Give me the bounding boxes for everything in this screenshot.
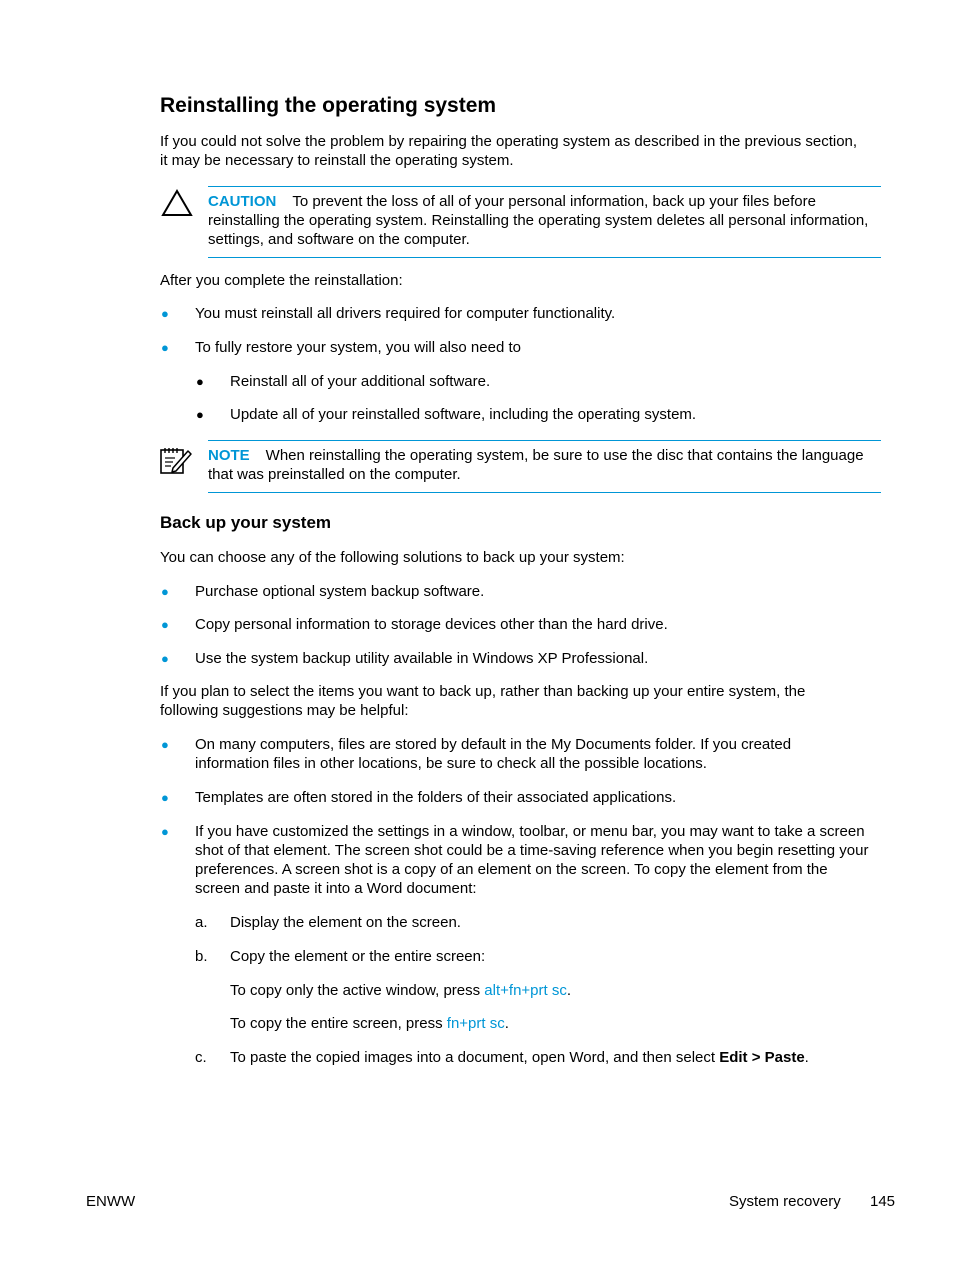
bullet-icon: ● bbox=[161, 306, 169, 321]
bullet-icon: ● bbox=[196, 374, 204, 389]
section-heading: Back up your system bbox=[160, 513, 332, 532]
punctuation: . bbox=[504, 1015, 509, 1032]
bullet-icon: ● bbox=[161, 651, 169, 666]
list-item: If you have customized the settings in a window, toolbar, or menu bar, you may want to take a screen shot of that element. The screen shot could be a time-saving reference when you begin resetting your preferences. A screen shot is a copy of an element on the screen. To copy the element from the screen and paste it into a Word document: bbox=[195, 823, 869, 897]
bullet-icon: ● bbox=[161, 737, 169, 752]
step-detail-text: To copy the entire screen, press bbox=[230, 1015, 447, 1032]
step-marker: a. bbox=[195, 914, 208, 931]
note-label: NOTE bbox=[208, 447, 250, 464]
key-combo: alt+fn+prt sc bbox=[484, 982, 567, 999]
footer-left: ENWW bbox=[86, 1193, 136, 1210]
caution-bottom-rule bbox=[208, 257, 881, 258]
caution-top-rule bbox=[208, 186, 881, 187]
list-item: To fully restore your system, you will also need to bbox=[195, 339, 521, 356]
punctuation: . bbox=[804, 1049, 809, 1066]
intro-paragraph: If you could not solve the problem by repairing the operating system as described in the previous section, it may be necessary to reinstall the operating system. bbox=[160, 133, 858, 169]
list-item: Copy personal information to storage devices other than the hard drive. bbox=[195, 616, 668, 633]
note-text-block bbox=[208, 446, 873, 484]
step-detail-text: To paste the copied images into a document, open Word, and then select bbox=[230, 1049, 720, 1066]
step-detail-text: To copy only the active window, press bbox=[230, 982, 485, 999]
step-text: Display the element on the screen. bbox=[230, 914, 461, 931]
page-title: Reinstalling the operating system bbox=[160, 94, 497, 117]
backup-intro: You can choose any of the following solutions to back up your system: bbox=[160, 549, 625, 566]
step-marker: b. bbox=[195, 948, 208, 965]
bullet-icon: ● bbox=[161, 584, 169, 599]
note-bottom-rule bbox=[208, 492, 881, 493]
step-detail bbox=[230, 981, 571, 1000]
list-item: You must reinstall all drivers required for computer functionality. bbox=[195, 305, 616, 322]
select-intro: If you plan to select the items you want to back up, rather than backing up your entire system, the following suggestions may be helpful: bbox=[160, 683, 806, 719]
list-item: Purchase optional system backup software. bbox=[195, 583, 485, 600]
note-text: When reinstalling the operating system, be sure to use the disc that contains the language that was preinstalled on the computer. bbox=[208, 447, 864, 483]
after-reinstall-text: After you complete the reinstallation: bbox=[160, 272, 403, 289]
caution-text: To prevent the loss of all of your personal information, back up your files before reinstalling the operating system. Reinstalling the operating system deletes all personal information, settings, and software on the computer. bbox=[208, 193, 869, 248]
sub-list-item: Update all of your reinstalled software, including the operating system. bbox=[230, 406, 697, 423]
bullet-icon: ● bbox=[161, 790, 169, 805]
footer-section: System recovery bbox=[729, 1193, 841, 1210]
sub-list-item: Reinstall all of your additional software. bbox=[230, 373, 491, 390]
note-pencil-icon bbox=[159, 444, 193, 476]
caution-text-block bbox=[208, 192, 873, 249]
bullet-icon: ● bbox=[161, 824, 169, 839]
bullet-icon: ● bbox=[161, 340, 169, 355]
list-item: Use the system backup utility available in Windows XP Professional. bbox=[195, 650, 649, 667]
caution-label: CAUTION bbox=[208, 193, 277, 210]
caution-triangle-icon bbox=[161, 189, 193, 217]
list-item: Templates are often stored in the folders of their associated applications. bbox=[195, 789, 677, 806]
menu-path: Edit > Paste bbox=[719, 1049, 805, 1066]
note-top-rule bbox=[208, 440, 881, 441]
step-marker: c. bbox=[195, 1049, 207, 1066]
page-number: 145 bbox=[870, 1193, 896, 1210]
list-item: On many computers, files are stored by default in the My Documents folder. If you created information files in other locations, be sure to check all the possible locations. bbox=[195, 736, 792, 772]
step-detail bbox=[230, 1014, 509, 1033]
step-text bbox=[230, 1048, 809, 1067]
step-text: Copy the element or the entire screen: bbox=[230, 948, 486, 965]
bullet-icon: ● bbox=[196, 407, 204, 422]
punctuation: . bbox=[566, 982, 572, 999]
key-combo: fn+prt sc bbox=[446, 1015, 505, 1032]
bullet-icon: ● bbox=[161, 617, 169, 632]
